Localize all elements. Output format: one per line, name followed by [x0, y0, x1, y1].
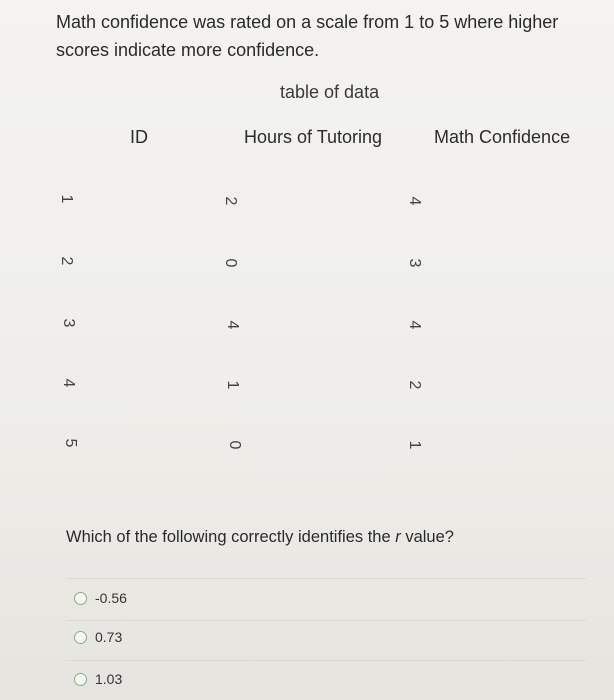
r-symbol: r [395, 528, 401, 546]
question-prompt-text: Which of the following correctly identifies the [66, 528, 396, 546]
table-cell: 0 [222, 258, 239, 268]
table-cell: 4 [406, 320, 423, 330]
answer-option-label: 1.03 [95, 671, 123, 687]
table-cell: 2 [58, 256, 75, 266]
table-cell: 4 [60, 378, 77, 388]
table-cell: 2 [406, 380, 423, 390]
answer-option-label: -0.56 [95, 590, 127, 606]
table-cell: 1 [224, 380, 241, 390]
answer-option-label: 0.73 [95, 629, 123, 645]
column-header-hours: Hours of Tutoring [244, 127, 383, 147]
column-header-confidence: Math Confidence [434, 127, 571, 147]
table-cell: 2 [222, 196, 239, 206]
radio-button[interactable] [74, 673, 87, 686]
divider [66, 578, 586, 579]
table-cell: 1 [406, 440, 423, 450]
table-cell: 1 [58, 194, 75, 204]
question-prompt-suffix: value? [400, 528, 454, 546]
table-cell: 5 [62, 438, 79, 448]
divider [66, 660, 586, 661]
question-intro: Math confidence was rated on a scale from 1 to 5 where higher scores indicate more confidence. [56, 12, 559, 60]
divider [66, 620, 586, 621]
answer-option-3[interactable] [74, 671, 122, 687]
table-caption: table of data [280, 82, 380, 102]
table-cell: 0 [226, 440, 243, 450]
table-cell: 4 [224, 320, 241, 330]
question-prompt [66, 528, 454, 547]
column-header-id: ID [130, 127, 148, 147]
table-cell: 3 [406, 258, 423, 268]
radio-button[interactable] [74, 592, 87, 605]
radio-button[interactable] [74, 631, 87, 644]
answer-option-1[interactable] [74, 590, 127, 606]
table-cell: 4 [406, 196, 423, 206]
table-cell: 3 [60, 318, 77, 328]
answer-option-2[interactable] [74, 629, 122, 645]
